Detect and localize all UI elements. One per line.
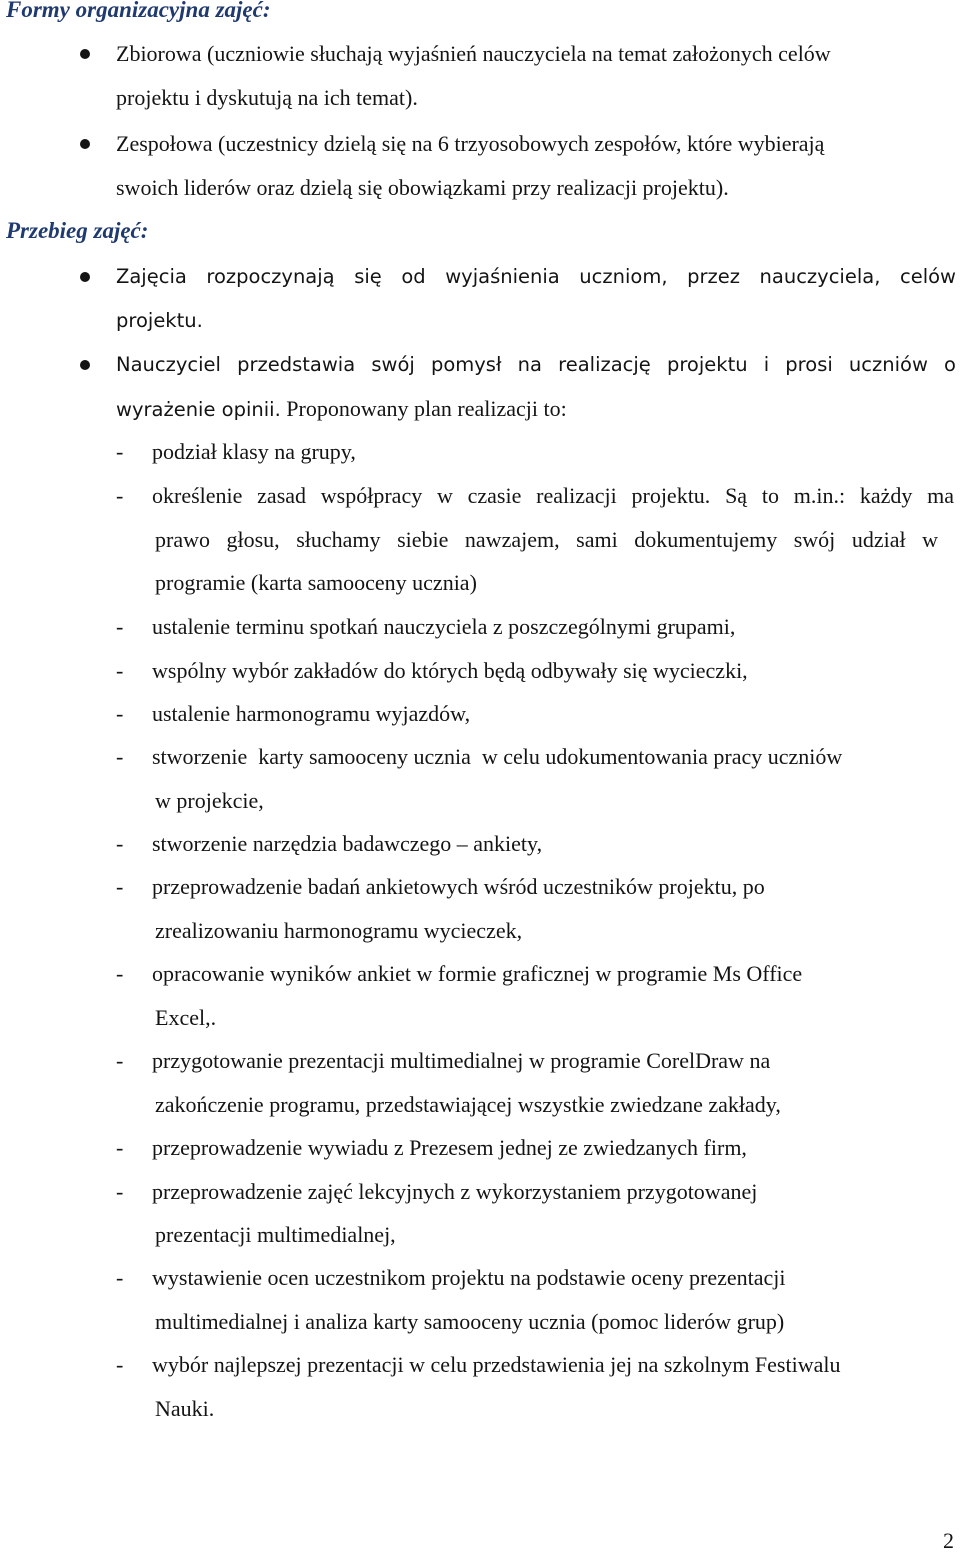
dash-marker: -: [116, 658, 124, 683]
bullet-dot: [80, 272, 90, 282]
dash-marker: -: [116, 1048, 124, 1073]
plan-item-line: zrealizowaniu harmonogramu wycieczek,: [155, 918, 523, 943]
plan-item-line: prezentacji multimedialnej,: [155, 1222, 396, 1247]
bullet-dot: [80, 49, 90, 59]
plan-item-line: wystawienie ocen uczestnikom projektu na podstawie oceny prezentacji: [152, 1265, 786, 1290]
bullet-line: Zajęcia rozpoczynają się od wyjaśnienia uczniom, przez nauczyciela, celów: [116, 265, 956, 288]
plan-item-line: w projekcie,: [155, 788, 264, 813]
bullet-line: Nauczyciel przedstawia swój pomysł na realizację projektu i prosi uczniów o: [116, 353, 956, 376]
dash-marker: -: [116, 831, 124, 856]
bullet-line-part: wyrażenie opinii.: [116, 398, 281, 421]
dash-marker: -: [116, 1179, 124, 1204]
plan-item-line: zakończenie programu, przedstawiającej wszystkie zwiedzane zakłady,: [155, 1092, 781, 1117]
heading-forms: Formy organizacyjna zajęć:: [6, 0, 271, 22]
plan-item-line: Excel,.: [155, 1005, 217, 1030]
plan-item-line: przygotowanie prezentacji multimedialnej w programie CorelDraw na: [152, 1048, 771, 1073]
bullet-line: Zespołowa (uczestnicy dzielą się na 6 trzyosobowych zespołów, które wybierają: [116, 131, 825, 156]
plan-item-line: opracowanie wyników ankiet w formie graficznej w programie Ms Office: [152, 961, 803, 986]
page-number: 2: [943, 1528, 954, 1553]
plan-item-line: stworzenie narzędzia badawczego – ankiety,: [152, 831, 543, 856]
bullet-line: [116, 395, 567, 424]
plan-item-line: wybór najlepszej prezentacji w celu przedstawienia jej na szkolnym Festiwalu: [152, 1352, 841, 1377]
bullet-dot: [80, 360, 90, 370]
plan-item-line: przeprowadzenie wywiadu z Prezesem jednej ze zwiedzanych firm,: [152, 1135, 747, 1160]
dash-marker: -: [116, 439, 124, 464]
dash-marker: -: [116, 1352, 124, 1377]
bullet-line: projektu.: [116, 309, 203, 332]
dash-marker: -: [116, 1135, 124, 1160]
plan-item-line: określenie zasad współpracy w czasie realizacji projektu. Są to m.in.: każdy ma: [152, 483, 954, 508]
heading-course: Przebieg zajęć:: [6, 218, 149, 243]
plan-item-line: przeprowadzenie zajęć lekcyjnych z wykorzystaniem przygotowanej: [152, 1179, 758, 1204]
plan-item-line: ustalenie harmonogramu wyjazdów,: [152, 701, 471, 726]
plan-item-line: przeprowadzenie badań ankietowych wśród uczestników projektu, po: [152, 874, 765, 899]
dash-marker: -: [116, 614, 124, 639]
bullet-line: swoich liderów oraz dzielą się obowiązkami przy realizacji projektu).: [116, 175, 729, 200]
dash-marker: -: [116, 874, 124, 899]
plan-item-line: podział klasy na grupy,: [152, 439, 356, 464]
plan-item-line: ustalenie terminu spotkań nauczyciela z poszczególnymi grupami,: [152, 614, 736, 639]
plan-item-line: wspólny wybór zakładów do których będą odbywały się wycieczki,: [152, 658, 748, 683]
bullet-line-part: Proponowany plan realizacji to:: [286, 396, 567, 421]
plan-item-line: multimedialnej i analiza karty samooceny ucznia (pomoc liderów grup): [155, 1309, 785, 1334]
bullet-line: Zbiorowa (uczniowie słuchają wyjaśnień nauczyciela na temat założonych celów: [116, 41, 831, 66]
dash-marker: -: [116, 744, 124, 769]
plan-item-line: stworzenie karty samooceny ucznia w celu udokumentowania pracy uczniów: [152, 744, 843, 769]
dash-marker: -: [116, 483, 124, 508]
bullet-line: projektu i dyskutują na ich temat).: [116, 85, 418, 110]
dash-marker: -: [116, 1265, 124, 1290]
bullet-dot: [80, 139, 90, 149]
dash-marker: -: [116, 701, 124, 726]
plan-item-line: programie (karta samooceny ucznia): [155, 570, 477, 595]
dash-marker: -: [116, 961, 124, 986]
plan-item-line: Nauki.: [155, 1396, 215, 1421]
plan-item-line: prawo głosu, słuchamy siebie nawzajem, sami dokumentujemy swój udział w: [155, 527, 938, 552]
